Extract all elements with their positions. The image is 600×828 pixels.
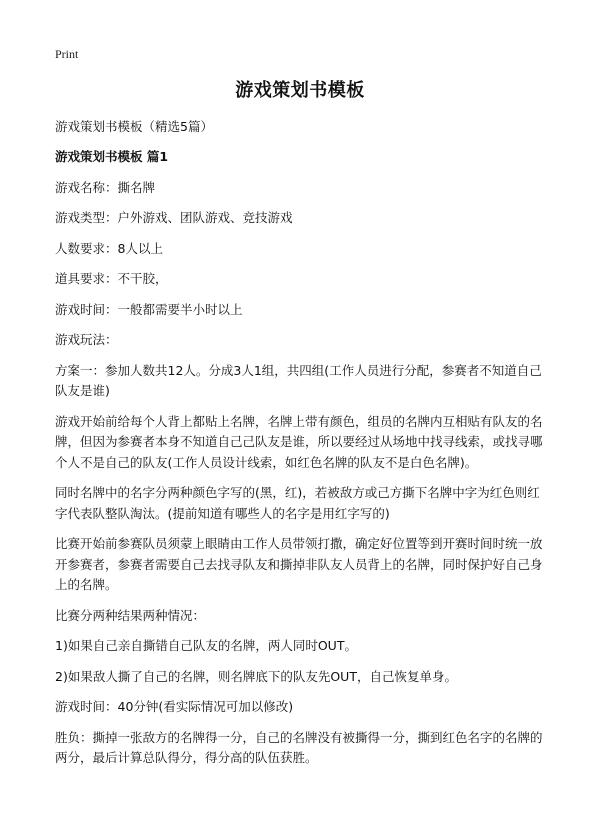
paragraph-setup: 游戏开始前给每个人背上都贴上名牌，名牌上带有颜色，组员的名牌内互相贴有队友的名牌，但因为参赛者本身不知道自己己队友是谁，所以要经过从场地中找寻线索，或找寻哪个人不是自己的队友(工作人员设计线索，如红色名牌的队友不是白色名牌)。 — [55, 413, 543, 470]
paragraph-props: 道具要求：不干胶， — [55, 271, 168, 286]
paragraph-scoring: 胜负：撕掉一张敌方的名牌得一分，自己的名牌没有被撕得一分，撕到红色名字的名牌的两分，最后计算总队得分，得分高的队伍获胜。 — [55, 729, 543, 765]
paragraph-game-duration: 游戏时间：一般都需要半小时以上 — [55, 301, 243, 317]
paragraph-start-procedure: 比赛开始前参赛队员须蒙上眼睛由工作人员带领打撒，确定好位置等到开赛时间时统一放开参赛者，参赛者需要自己去找寻队友和撕掉非队友人员背上的名牌，同时保护好自己身上的名牌。 — [55, 536, 543, 592]
paragraph-player-count: 人数要求：8人以上 — [55, 240, 163, 256]
paragraph-outcome-one: 1)如果自己亲自撕错自己队友的名牌，两人同时OUT。 — [55, 638, 357, 653]
paragraph-game-type: 游戏类型：户外游戏、团队游戏、竞技游戏 — [55, 210, 293, 225]
section-title: 游戏策划书模板 篇1 — [55, 149, 169, 164]
print-label[interactable]: Print — [55, 47, 79, 61]
paragraph-plan-one: 方案一：参加人数共12人。分成3人1组，共四组(工作人员进行分配，参赛者不知道自己队友是谁) — [55, 362, 542, 398]
document-subtitle: 游戏策划书模板（精选5篇） — [55, 118, 213, 134]
paragraph-game-name: 游戏名称：撕名牌 — [55, 179, 156, 195]
paragraph-gameplay-heading: 游戏玩法： — [55, 332, 118, 347]
paragraph-name-colors: 同时名牌中的名字分两种颜色字写的(黑，红)，若被敌方或己方撕下名牌中字为红色则红字代表队整队淘汰。(提前知道有哪些人的名字是用红字写的) — [55, 485, 540, 521]
paragraph-match-time: 游戏时间：40分钟(看实际情况可加以修改) — [55, 699, 294, 714]
paragraph-outcome-two: 2)如果敌人撕了自己的名牌，则名牌底下的队友先OUT，自己恢复单身。 — [55, 668, 457, 684]
document-title: 游戏策划书模板 — [235, 79, 365, 101]
paragraph-outcomes-heading: 比赛分两种结果两种情况： — [55, 607, 206, 623]
